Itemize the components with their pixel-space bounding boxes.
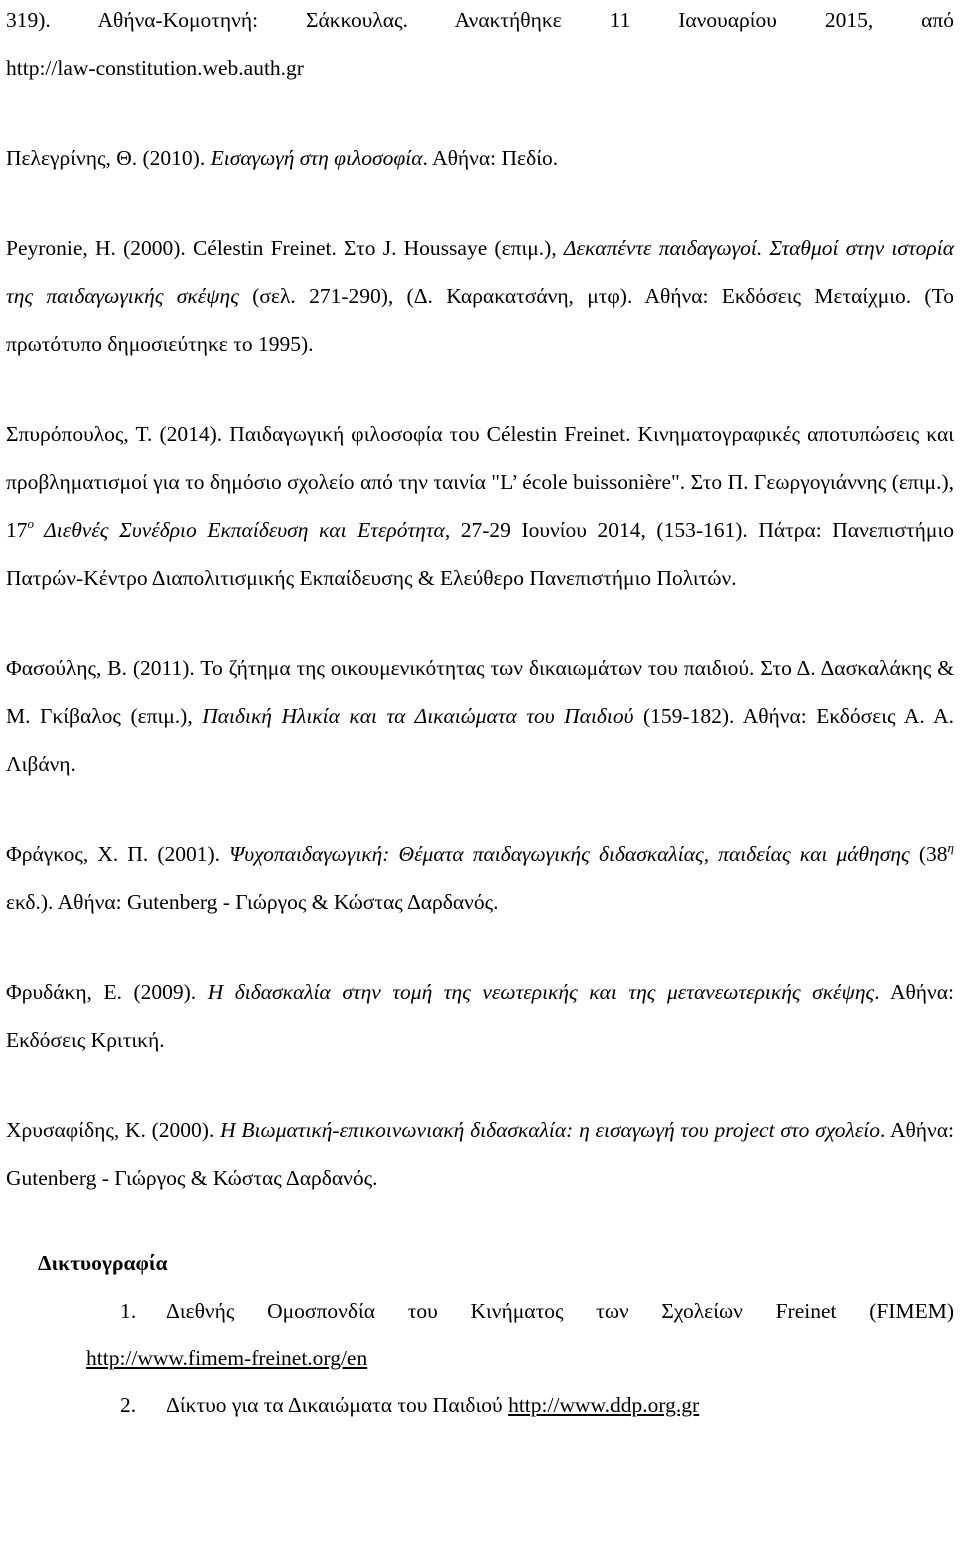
ordinal-superscript: ο	[27, 516, 34, 531]
reference-entry	[6, 410, 954, 602]
reference-title: Η διδασκαλία στην τομή της νεωτερικής και της μετανεωτερικής σκέψης	[207, 980, 875, 1004]
reference-text: 319). Αθήνα-Κομοτηνή: Σάκκουλας. Ανακτήθηκε 11 Ιανουαρίου 2015, από	[6, 8, 954, 32]
reference-entry	[6, 830, 954, 926]
reference-text: Χρυσαφίδης, Κ. (2000).	[6, 1118, 221, 1142]
reference-text: Πελεγρίνης, Θ. (2010).	[6, 146, 211, 170]
reference-entry	[6, 0, 954, 92]
reference-title: Παιδική Ηλικία και τα Δικαιώματα του Παιδιού	[202, 704, 634, 728]
webography-heading: Δικτυογραφία	[38, 1251, 168, 1275]
reference-entry	[6, 134, 954, 182]
reference-title: Δεκαπέντε παιδαγωγοί. Σταθμοί στην ιστορία της παιδαγωγικής σκέψης	[6, 236, 954, 308]
reference-entry	[6, 968, 954, 1064]
reference-title: Η Βιωματική-επικοινωνιακή διδασκαλία: η εισαγωγή του project στο σχολείο	[220, 1118, 881, 1142]
reference-text: Σπυρόπουλος, Τ. (2014). Παιδαγωγική φιλοσοφία του Célestin Freinet. Κινηματογραφικές αποτυπώσεις και προβληματισμοί για το δημόσιο σχολείο από την ταινία "L’ école buissonière". Στο Π. Γεωργογιάννης (επιμ.), 17	[6, 422, 954, 542]
webography-link[interactable]: http://www.ddp.org.gr	[508, 1393, 700, 1417]
reference-title: Διεθνές Συνέδριο Εκπαίδευση και Ετερότητα	[34, 518, 445, 542]
webography-title: Δίκτυο για τα Δικαιώματα του Παιδιού	[166, 1393, 509, 1417]
reference-text: . Αθήνα: Gutenberg - Γιώργος & Κώστας Δαρδανός.	[6, 1118, 954, 1190]
edition-superscript: η	[947, 840, 954, 855]
webography-link[interactable]: http://www.fimem-freinet.org/en	[86, 1346, 368, 1370]
reference-text: (σελ. 271-290), (Δ. Καρακατσάνη, μτφ). Αθήνα: Εκδόσεις Μεταίχμιο. (Το πρωτότυπο δημοσιεύτηκε το 1995).	[6, 284, 954, 356]
reference-text: Φασούλης, Β. (2011). Το ζήτημα της οικουμενικότητας των δικαιωμάτων του παιδιού. Στο Δ. Δασκαλάκης & Μ. Γκίβαλος (επιμ.),	[6, 656, 954, 728]
list-number: 1.	[120, 1299, 137, 1323]
reference-title: Ψυχοπαιδαγωγική: Θέματα παιδαγωγικής διδασκαλίας, παιδείας και μάθησης	[229, 842, 910, 866]
webography-title: Διεθνής Ομοσπονδία του Κινήματος των Σχολείων Freinet (FIMEM)	[166, 1299, 954, 1323]
reference-entry	[6, 1106, 954, 1202]
reference-text: Peyronie, H. (2000). Célestin Freinet. Στο J. Houssaye (επιμ.),	[6, 236, 564, 260]
reference-text: . Αθήνα: Εκδόσεις Κριτική.	[6, 980, 955, 1052]
reference-text: Φράγκος, Χ. Π. (2001).	[6, 842, 230, 866]
list-item	[6, 1382, 954, 1429]
reference-link[interactable]: http://law-constitution.web.auth.gr	[6, 56, 304, 80]
reference-entry	[6, 224, 954, 368]
webography-list	[6, 1288, 954, 1429]
reference-text: , 27-29 Ιουνίου 2014, (153-161). Πάτρα: Πανεπιστήμιο Πατρών-Κέντρο Διαπολιτισμικής Εκπαίδευσης & Ελεύθερο Πανεπιστήμιο Πολιτών.	[6, 518, 954, 590]
reference-text: Φρυδάκη, Ε. (2009).	[6, 980, 208, 1004]
reference-text: (38	[909, 842, 948, 866]
reference-text: . Αθήνα: Πεδίο.	[422, 146, 559, 170]
reference-text: εκδ.). Αθήνα: Gutenberg - Γιώργος & Κώστας Δαρδανός.	[6, 890, 499, 914]
reference-text: (159-182). Αθήνα: Εκδόσεις Α. Α. Λιβάνη.	[6, 704, 954, 776]
references-page	[6, 0, 954, 1429]
list-item	[6, 1288, 954, 1382]
reference-title: Εισαγωγή στη φιλοσοφία	[210, 146, 423, 170]
reference-entry	[6, 644, 954, 788]
list-number: 2.	[120, 1393, 137, 1417]
